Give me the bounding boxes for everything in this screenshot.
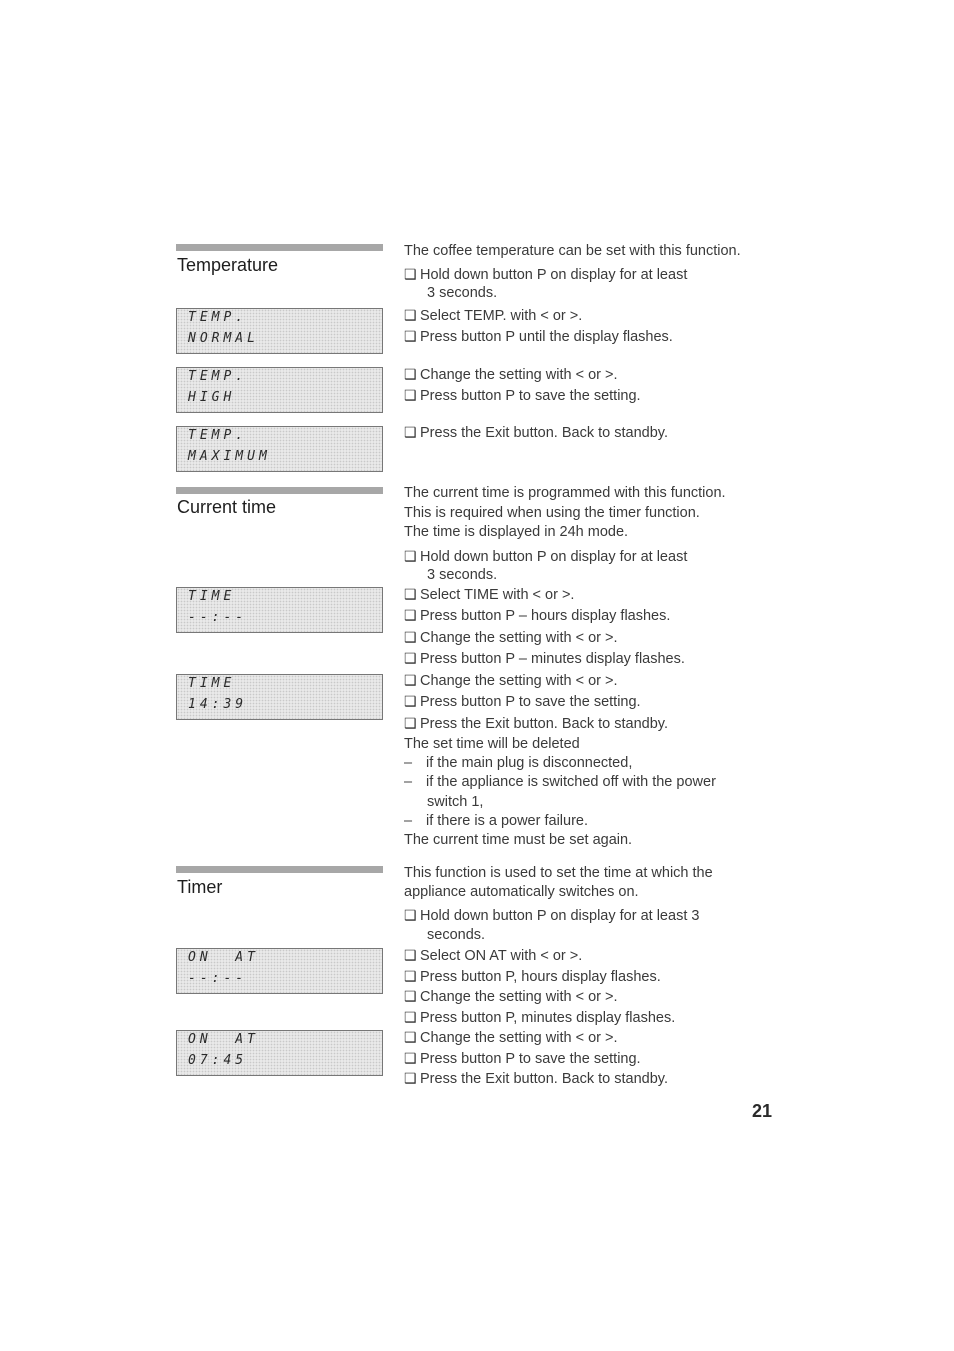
note-outro: The current time must be set again. xyxy=(404,832,633,848)
checkbox-bullet-icon: ❑ xyxy=(404,947,417,963)
list-item: ❑ Press button P until the display flashes. xyxy=(404,328,673,345)
section-rule-timer xyxy=(176,866,383,873)
list-item-continuation: seconds. xyxy=(427,927,486,943)
checkbox-bullet-icon: ❑ xyxy=(404,366,417,382)
list-item: ❑ Hold down button P on display for at least 3 xyxy=(404,907,700,924)
note-intro: The set time will be deleted xyxy=(404,736,580,752)
checkbox-bullet-icon: ❑ xyxy=(404,907,417,923)
checkbox-bullet-icon: ❑ xyxy=(404,548,417,564)
list-item: ❑ Press button P, minutes display flashes. xyxy=(404,1009,676,1026)
lcd-display-temp-high xyxy=(176,367,383,413)
lcd-display-on-at-set xyxy=(176,1030,383,1076)
checkbox-bullet-icon: ❑ xyxy=(404,266,417,282)
checkbox-bullet-icon: ❑ xyxy=(404,650,417,666)
list-item: ❑ Press button P – minutes display flashes. xyxy=(404,650,685,667)
timer-intro-line: This function is used to set the time at which the xyxy=(404,865,713,881)
checkbox-bullet-icon: ❑ xyxy=(404,1029,417,1045)
lcd-line-2: 07:45 xyxy=(188,1053,248,1068)
current-time-intro-line: The current time is programmed with this function. xyxy=(404,485,726,501)
list-item: ❑ Select TEMP. with < or >. xyxy=(404,307,583,324)
list-item: ❑ Hold down button P on display for at least xyxy=(404,266,688,283)
lcd-line-2: MAXIMUM xyxy=(188,449,271,464)
checkbox-bullet-icon: ❑ xyxy=(404,693,417,709)
heading-current-time: Current time xyxy=(177,497,277,517)
lcd-line-1: TEMP. xyxy=(188,369,248,384)
checkbox-bullet-icon: ❑ xyxy=(404,715,417,731)
dash-list-item: – if the main plug is disconnected, xyxy=(404,755,633,771)
list-item: ❑ Press button P – hours display flashes. xyxy=(404,607,671,624)
list-item: ❑ Press the Exit button. Back to standby. xyxy=(404,1070,668,1087)
checkbox-bullet-icon: ❑ xyxy=(404,1070,417,1086)
section-rule-temperature xyxy=(176,244,383,251)
page-number: 21 xyxy=(752,1101,773,1121)
checkbox-bullet-icon: ❑ xyxy=(404,424,417,440)
section-rule-current-time xyxy=(176,487,383,494)
temperature-intro: The coffee temperature can be set with this function. xyxy=(404,243,741,259)
heading-temperature: Temperature xyxy=(177,255,279,275)
checkbox-bullet-icon: ❑ xyxy=(404,328,417,344)
list-item: ❑ Press button P to save the setting. xyxy=(404,387,641,404)
list-item: ❑ Change the setting with < or >. xyxy=(404,629,618,646)
lcd-display-temp-normal xyxy=(176,308,383,354)
lcd-display-temp-maximum xyxy=(176,426,383,472)
timer-intro-line: appliance automatically switches on. xyxy=(404,884,639,900)
lcd-line-1: ON AT xyxy=(188,950,259,965)
checkbox-bullet-icon: ❑ xyxy=(404,629,417,645)
dash-list-item: – if the appliance is switched off with the power xyxy=(404,774,716,790)
list-item: ❑ Change the setting with < or >. xyxy=(404,672,618,689)
lcd-line-2: HIGH xyxy=(188,390,236,405)
list-item-continuation: 3 seconds. xyxy=(427,567,498,583)
lcd-display-on-at-blank xyxy=(176,948,383,994)
checkbox-bullet-icon: ❑ xyxy=(404,1050,417,1066)
list-item: ❑ Change the setting with < or >. xyxy=(404,366,618,383)
lcd-line-1: TIME xyxy=(188,589,236,604)
lcd-line-2: --:-- xyxy=(188,610,248,625)
list-item: ❑ Change the setting with < or >. xyxy=(404,1029,618,1046)
dash-list-item-continuation: switch 1, xyxy=(427,794,484,810)
list-item: ❑ Press the Exit button. Back to standby. xyxy=(404,715,668,732)
lcd-display-time-set xyxy=(176,674,383,720)
lcd-line-1: TEMP. xyxy=(188,428,248,443)
list-item: ❑ Change the setting with < or >. xyxy=(404,988,618,1005)
checkbox-bullet-icon: ❑ xyxy=(404,988,417,1004)
list-item: ❑ Select ON AT with < or >. xyxy=(404,947,583,964)
list-item: ❑ Press the Exit button. Back to standby. xyxy=(404,424,668,441)
heading-timer: Timer xyxy=(177,877,223,897)
dash-list-item: – if there is a power failure. xyxy=(404,813,588,829)
checkbox-bullet-icon: ❑ xyxy=(404,1009,417,1025)
list-item: ❑ Press button P, hours display flashes. xyxy=(404,968,661,985)
lcd-line-1: TIME xyxy=(188,676,236,691)
checkbox-bullet-icon: ❑ xyxy=(404,387,417,403)
checkbox-bullet-icon: ❑ xyxy=(404,607,417,623)
lcd-line-2: NORMAL xyxy=(188,331,259,346)
checkbox-bullet-icon: ❑ xyxy=(404,672,417,688)
checkbox-bullet-icon: ❑ xyxy=(404,307,417,323)
checkbox-bullet-icon: ❑ xyxy=(404,586,417,602)
list-item: ❑ Press button P to save the setting. xyxy=(404,693,641,710)
list-item: ❑ Press button P to save the setting. xyxy=(404,1050,641,1067)
current-time-intro-line: The time is displayed in 24h mode. xyxy=(404,524,629,540)
checkbox-bullet-icon: ❑ xyxy=(404,968,417,984)
list-item-continuation: 3 seconds. xyxy=(427,285,498,301)
list-item: ❑ Hold down button P on display for at least xyxy=(404,548,688,565)
list-item: ❑ Select TIME with < or >. xyxy=(404,586,575,603)
lcd-display-time-blank xyxy=(176,587,383,633)
lcd-line-2: --:-- xyxy=(188,971,248,986)
lcd-line-2: 14:39 xyxy=(188,697,248,712)
lcd-line-1: TEMP. xyxy=(188,310,248,325)
lcd-line-1: ON AT xyxy=(188,1032,259,1047)
current-time-intro-line: This is required when using the timer function. xyxy=(404,505,700,521)
